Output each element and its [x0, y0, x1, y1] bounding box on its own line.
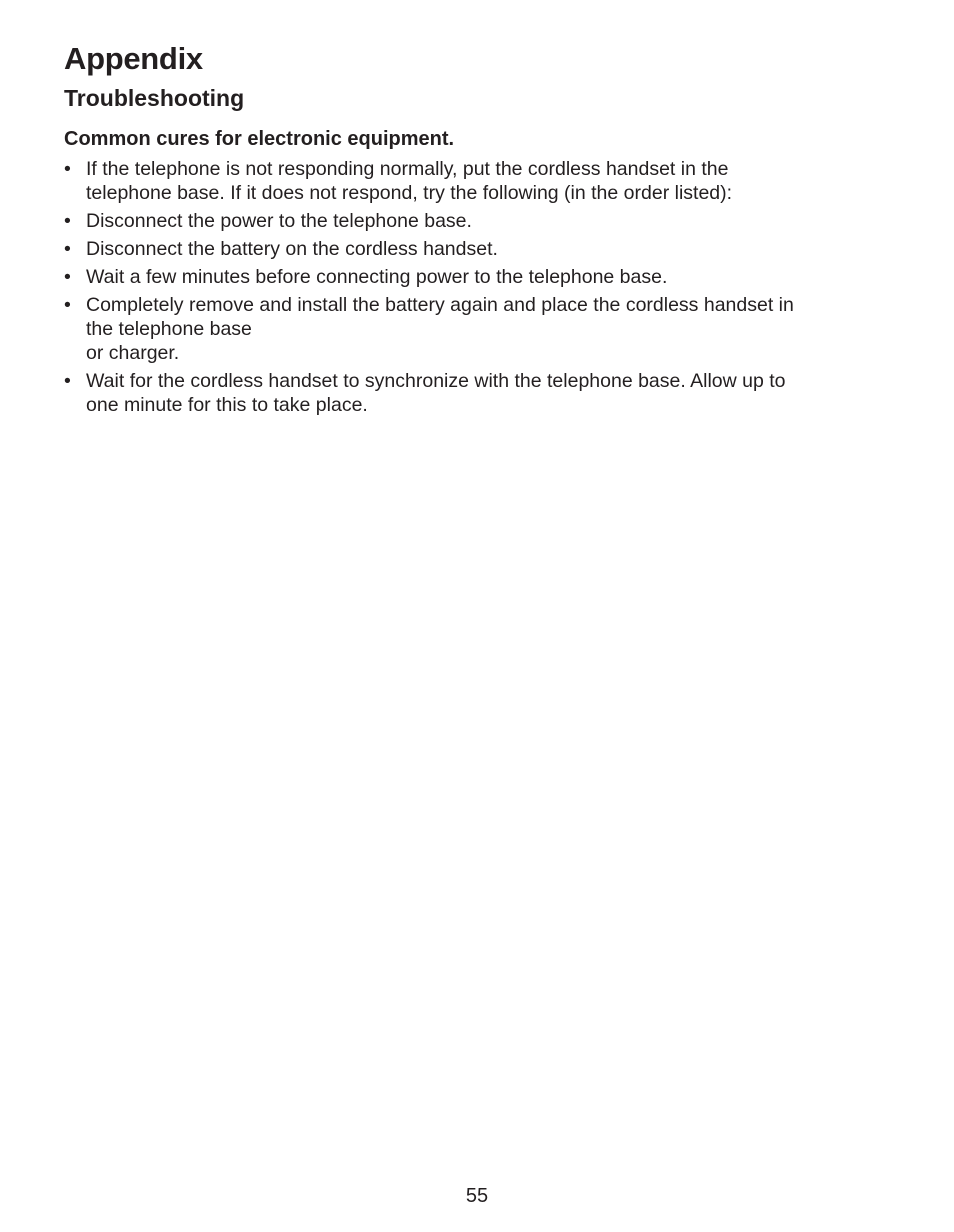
section-heading: Troubleshooting — [64, 85, 245, 111]
list-item-line: Completely remove and install the battery again and place the cordless handset in — [86, 294, 794, 316]
bullet-marker: • — [64, 158, 71, 180]
bullet-marker: • — [64, 210, 71, 232]
list-item — [64, 293, 884, 365]
list-item-line: Disconnect the battery on the cordless handset. — [86, 238, 498, 260]
list-item-line: Wait a few minutes before connecting power to the telephone base. — [86, 266, 668, 288]
list-item-line: If the telephone is not responding normally, put the cordless handset in the — [86, 158, 729, 180]
page-number: 55 — [465, 1185, 489, 1207]
list-item-line: telephone base. If it does not respond, try the following (in the order listed): — [86, 182, 733, 204]
bullet-marker: • — [64, 266, 71, 288]
list-item — [64, 265, 884, 289]
bullet-marker: • — [64, 294, 71, 316]
list-item-line: one minute for this to take place. — [86, 394, 368, 416]
list-item-line: or charger. — [86, 342, 180, 364]
list-item — [64, 157, 884, 205]
bullet-marker: • — [64, 238, 71, 260]
subsection-title: Common cures for electronic equipment. — [64, 128, 455, 150]
list-item-line: Disconnect the power to the telephone base. — [86, 210, 472, 232]
list-item-line: the telephone base — [86, 318, 252, 340]
list-item — [64, 369, 884, 417]
page-content — [64, 40, 884, 421]
bullet-list — [64, 157, 884, 417]
bullet-marker: • — [64, 370, 71, 392]
list-item-line: Wait for the cordless handset to synchronize with the telephone base. Allow up to — [86, 370, 786, 392]
page-heading: Appendix — [64, 41, 203, 76]
list-item — [64, 209, 884, 233]
list-item — [64, 237, 884, 261]
